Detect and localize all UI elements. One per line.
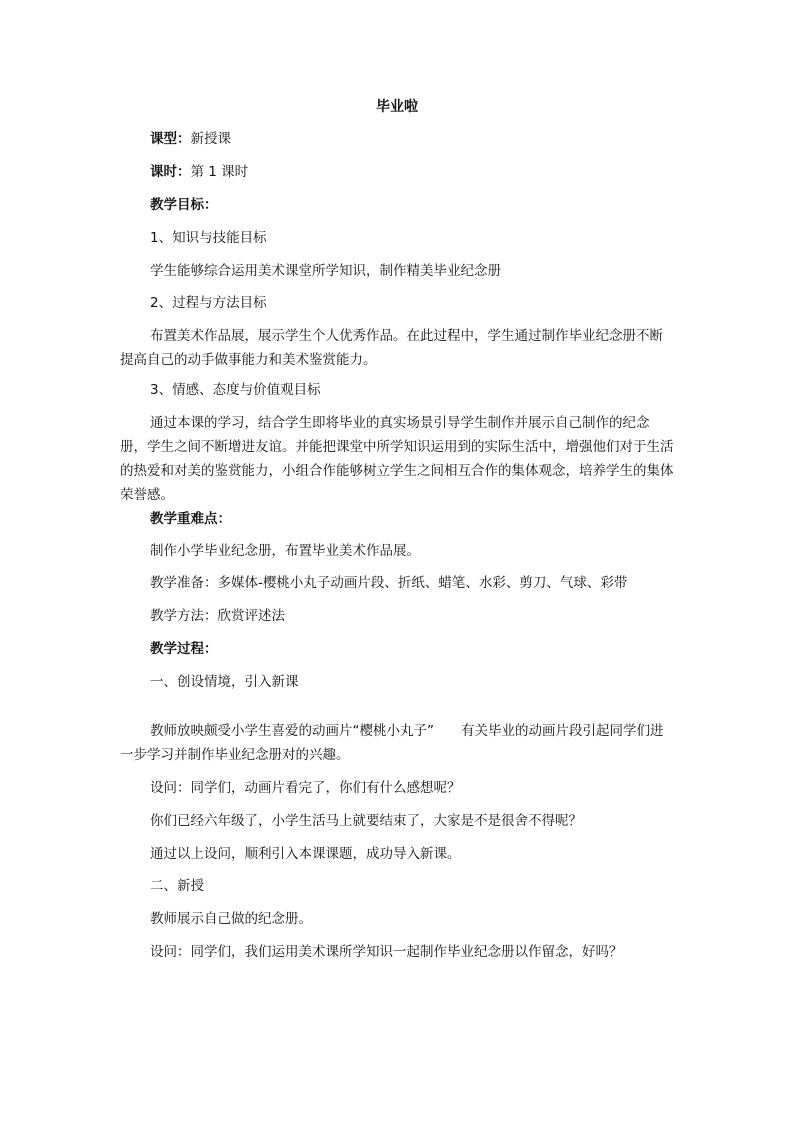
objective-1-text: 学生能够综合运用美术课堂所学知识，制作精美毕业纪念册 [150,263,501,279]
question-1: 设问：同学们，动画片看完了，你们有什么感想呢？ [150,780,461,796]
method-text: 教学方法：欣赏评述法 [150,608,285,624]
period-line [150,161,680,183]
question-2: 你们已经六年级了，小学生活马上就要结束了，大家是不是很舍不得呢？ [150,813,582,829]
period-value: 第 1 课时 [190,164,249,180]
objective-2-heading: 2、过程与方法目标 [150,295,267,311]
key-points-heading: 教学重难点： [150,511,231,527]
objective-2-text: 布置美术作品展，展示学生个人优秀作品。在此过程中，学生通过制作毕业纪念册不断提高自己的动手做事能力和美术鉴赏能力。 [120,328,663,368]
step-2-heading: 二、新授 [150,878,204,894]
key-points-text: 制作小学毕业纪念册，布置毕业美术作品展。 [150,543,420,559]
objective-3-text: 通过本课的学习，结合学生即将毕业的真实场景引导学生制作并展示自己制作的纪念册，学生之间不断增进友谊。并能把课堂中所学知识运用到的实际生活中，增强他们对于生活的热爱和对美的鉴赏能力，小组合作能够树立学生之间相互合作的集体观念，培养学生的集体荣誉感。 [120,415,674,503]
preparation-text: 教学准备：多媒体-樱桃小丸子动画片段、折纸、蜡笔、水彩、剪刀、气球、彩带 [150,575,628,591]
objective-3-heading: 3、情感、态度与价值观目标 [150,382,321,398]
course-type-label: 课型： [150,131,191,147]
document-title: 毕业啦 [376,99,418,115]
step-2-text: 教师展示自己做的纪念册。 [150,911,312,927]
process-heading: 教学过程： [150,641,218,657]
objectives-heading: 教学目标： [150,197,218,213]
step-1-text: 教师放映颇受小学生喜爱的动画片“樱桃小丸子” 有关毕业的动画片段引起同学们进一步学习并制作毕业纪念册对的兴趣。 [120,723,664,763]
course-type-value: 新授课 [190,131,231,147]
question-3: 通过以上设问，顺利引入本课课题，成功导入新课。 [150,846,461,862]
period-label: 课时： [150,164,191,180]
step-1-heading: 一、创设情境，引入新课 [150,674,299,690]
question-4: 设问：同学们，我们运用美术课所学知识一起制作毕业纪念册以作留念，好吗？ [150,944,623,960]
objective-1-heading: 1、知识与技能目标 [150,230,267,246]
course-type-line [150,128,680,150]
